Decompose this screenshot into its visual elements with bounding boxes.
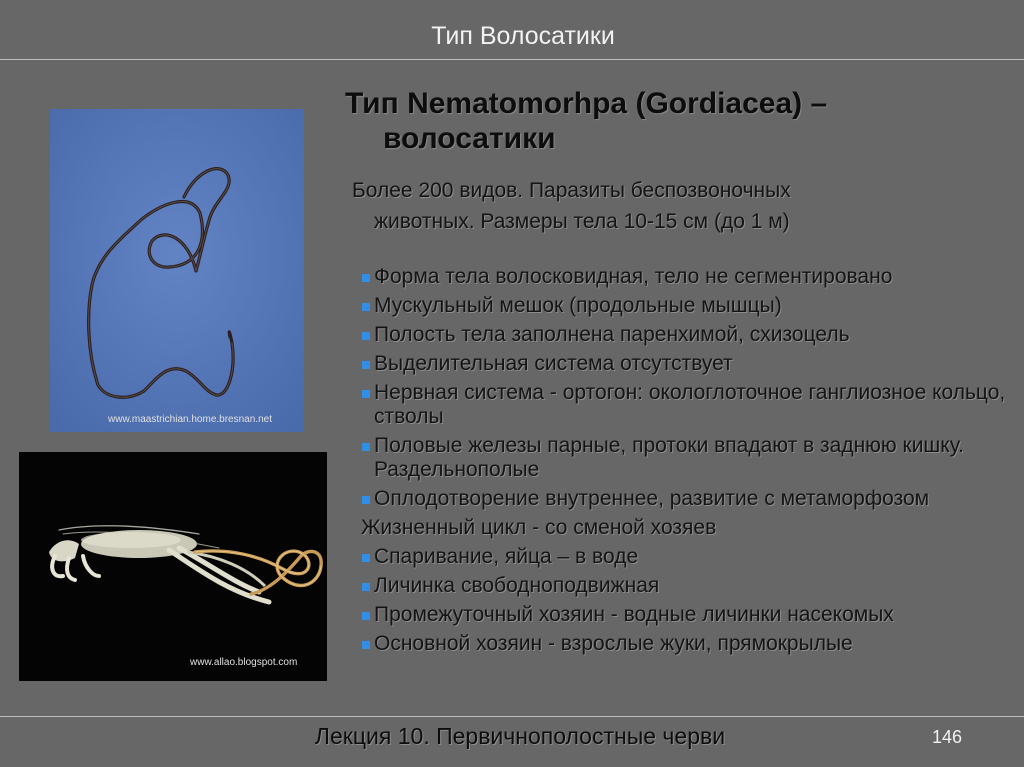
bullet-marker-icon (362, 332, 370, 340)
fact-text: Оплодотворение внутреннее, развитие с метаморфозом (374, 487, 930, 510)
intro-line1: Более 200 видов. Паразиты беспозвоночных (352, 179, 791, 202)
hairworm-photo (50, 109, 304, 432)
fact-text: Промежуточный хозяин - водные личинки насекомых (374, 603, 894, 626)
header-title: Тип Волосатики (431, 22, 615, 50)
worm-photo-credit: www.maastrichian.home.bresnan.net (108, 414, 272, 425)
slide-heading-line2: волосатики (383, 122, 556, 155)
cricket-photo-credit: www.allao.blogspot.com (190, 657, 298, 668)
footer-title: Лекция 10. Первичнополостные черви (314, 723, 726, 749)
fact-item (361, 352, 1011, 376)
fact-text: Мускульный мешок (продольные мышцы) (374, 294, 782, 317)
fact-text: Полость тела заполнена паренхимой, схизоцель (374, 323, 850, 346)
intro-line2: животных. Размеры тела 10-15 см (до 1 м) (374, 210, 790, 233)
bullet-marker-icon (362, 496, 370, 504)
fact-item (361, 265, 1011, 289)
bullet-marker-icon (362, 303, 370, 311)
cricket-photo (19, 452, 327, 681)
fact-text: Основной хозяин - взрослые жуки, прямокрылые (374, 632, 853, 655)
fact-text: Личинка свободноподвижная (374, 574, 660, 597)
facts-list (361, 265, 1011, 661)
header-divider (0, 59, 1024, 60)
bullet-marker-icon (362, 641, 370, 649)
bullet-marker-icon (362, 390, 370, 398)
hairworm-illustration (50, 109, 304, 432)
slide-heading (345, 86, 985, 156)
footer-divider (0, 716, 1024, 717)
bullet-marker-icon (362, 554, 370, 562)
fact-item (361, 603, 1011, 627)
bullet-marker-icon (362, 361, 370, 369)
bullet-marker-icon (362, 443, 370, 451)
life-cycle-heading (361, 516, 1011, 540)
fact-item (361, 574, 1011, 598)
fact-text: Нервная система - ортогон: окологлоточное ганглиозное кольцо, стволы (374, 381, 1006, 428)
fact-item (361, 632, 1011, 656)
fact-text: Форма тела волосковидная, тело не сегментировано (374, 265, 893, 288)
slide-heading-line1: Тип Nematomorhpa (Gordiacea) – (345, 87, 828, 120)
fact-text: Жизненный цикл - со сменой хозяев (361, 516, 717, 539)
fact-item (361, 434, 1011, 482)
fact-text: Выделительная система отсутствует (374, 352, 733, 375)
intro-text (352, 175, 952, 237)
bullet-marker-icon (362, 583, 370, 591)
cricket-hairworm-illustration (19, 452, 327, 681)
fact-item (361, 545, 1011, 569)
bullet-marker-icon (362, 274, 370, 282)
fact-item (361, 294, 1011, 318)
fact-text: Половые железы парные, протоки впадают в заднюю кишку. Раздельнополые (374, 434, 964, 481)
fact-item (361, 381, 1011, 429)
fact-item (361, 487, 1011, 511)
fact-item (361, 323, 1011, 347)
bullet-marker-icon (362, 612, 370, 620)
page-number: 146 (932, 727, 963, 747)
fact-text: Спаривание, яйца – в воде (374, 545, 639, 568)
